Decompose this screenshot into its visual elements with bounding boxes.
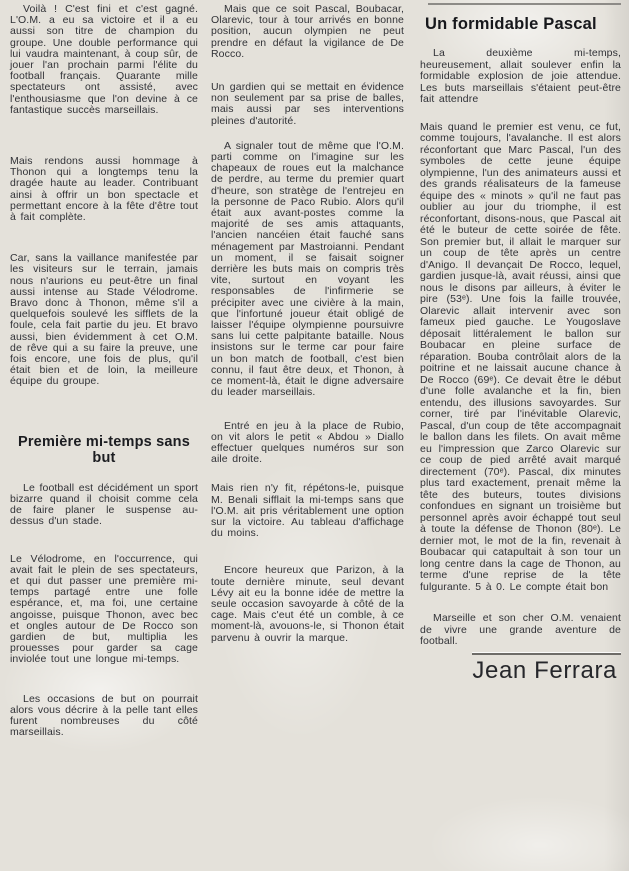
paragraph-c1-p3: Car, sans la vaillance manifestée par les visiteurs sur le terrain, jamais nous n'aurions eu peut-être un final aussi intense au Stade Vélodrome. Bravo donc à Thonon, même s'il a quelquefois soulevé les sifflets de la foule, cela fait partie du jeu. Et bravo aussi, bien évidemment à cet O.M. de rêve qui a su faire la preuve, une fois encore, une fois de plus, qu'il était bien et de loin, la meilleure équipe du groupe. bbox=[10, 252, 198, 388]
paragraph-c1-p2: Mais rendons aussi hommage à Thonon qui a longtemps tenu la dragée haute au leader. Contribuant ainsi à offrir un bon spectacle et permettant encore à la fête d'être tout à fait complète. bbox=[10, 155, 198, 224]
paragraph-c1-p5: Le Vélodrome, en l'occurrence, qui avait fait le plein de ses spectateurs, et qui dut passer une première mi-temps partagé entre une folle espérance, et, ma foi, une certaine angoisse, puisque Thonon, avec bec et ongles autour de De Rocco son gardien de but, multiplia les prouesses pour garder sa cage inviolée tout une longue mi-temps. bbox=[10, 552, 198, 666]
paragraph-c2-p4: Entré en jeu à la place de Rubio, on vit alors le petit « Abdou » Diallo effectuer quelques numéros sur son aile droite. bbox=[211, 419, 404, 466]
article-column-left bbox=[10, 0, 198, 738]
column-top-rule bbox=[428, 3, 621, 5]
subheading-first-half: Première mi-temps sans but bbox=[17, 433, 191, 467]
paragraph-c1-p1: Voilà ! C'est fini et c'est gagné. L'O.M. a eu sa victoire et il a eu aussi son titre de champion du groupe. Une double performance qui lui vaudra maintenant, à coup sûr, de jouer l'an prochain parmi l'élite du football français. Quarante mille spectateurs ont assisté, avec l'enthousiasme que l'on devine à ce fantastique succès marseillais. bbox=[10, 3, 198, 116]
paragraph-c1-p6: Les occasions de but on pourrait alors vous décrire à la pelle tant elles furent nombreuses du côté marseillais. bbox=[10, 692, 198, 739]
paragraph-c2-p6: Encore heureux que Parizon, à la toute dernière minute, seul devant Lévy ait eu la bonne idée de mettre la seule occasion savoyarde à côté de la cage. Mais c'eut été un comble, à ce moment-là, avouons-le, si Thonon était parvenu à ouvrir la marque. bbox=[211, 564, 404, 644]
paragraph-c3-p3: Marseille et son cher O.M. venaient de vivre une grande aventure de football. bbox=[420, 612, 621, 647]
paragraph-c3-p2: Mais quand le premier est venu, ce fut, comme toujours, l'avalanche. Il est alors réconfortant que Marc Pascal, l'un des symboles de cette jeune équipe olympienne, l'un des animateurs aussi et des grands réalisateurs de la fameuse équipe des « minots » qu'il ne faut pas oublier au jour du triomphe, il est réconfortant, disons-nous, que Pascal ait été le buteur de cette soirée de fête. Son premier but, il allait le marquer sur un coup de tête après un centre d'Anigo. Il devançait De Rocco, lequel, gardien jusque-là, avait réussi, ainsi que nous le disons par ailleurs, à éviter le pire (53ᵉ). Une fois la faille trouvée, Olarevic allait intervenir avec son fameux pied gauche. Le Yougoslave déposait littéralement le ballon sur Boubacar en pleine surface de réparation. Bouba contrôlait alors de la poitrine et ne laissait aucune chance à De Rocco (69ᵉ). Ce devait être le début d'une folle avalanche et la fin, bien entendu, des illusions savoyardes. Sur corner, tiré par l'inévitable Olarevic, Pascal, d'un coup de tête accompagnait le ballon dans les filets. On avait même eu l'impression que Zarco Olarevic sur ce coup de pied arrêté avait marqué directement (70ᵉ). Pascal, dix minutes plus tard exactement, prenait même la tête des buteurs, toutes divisions confondues en signant un troisième but personnel après avoir échappé tout seul à toute la défense de Thonon (80ᵉ). Le dernier mot, le mot de la fin, revenait à Boubacar qui catapultait à son tour un long centre dans la cage de Thonon, au terme d'une reprise de la tête fulgurante. 5 à 0. Le compte était bon bbox=[420, 120, 621, 593]
author-signature: Jean Ferrara bbox=[472, 656, 617, 684]
paragraph-c2-p2: Un gardien qui se mettait en évidence non seulement par sa prise de balles, mais aussi par ses interventions pleines d'autorité. bbox=[211, 81, 404, 127]
signature-rule bbox=[472, 653, 621, 655]
paragraph-c2-p3: A signaler tout de même que l'O.M. parti comme on l'imagine sur les chapeaux de roues eut la malchance de perdre, au terme du premier quart d'heure, son stratège de l'entrejeu en la personne de Paco Rubio. Alors qu'il était aux avant-postes comme la majorité de ses amis attaquants, l'ancien nancéien était fauché sans ménagement par Mastroianni. Pendant un moment, il se faisait soigner derrière les buts mais on compris très vite, surtout en voyant les responsables de l'infirmerie se précipiter avec une civière à la main, que l'infortuné joueur était obligé de laisser l'équipe olympienne poursuivre sans lui cette palpitante bataille. Nous insistons sur le terme car pour faire un bon match de football, c'est bien connu, il faut être deux, et Thonon, à ce moment-là, était le digne adversaire du leader marseillais. bbox=[211, 139, 404, 399]
paragraph-c2-p5: Mais rien n'y fit, répétons-le, puisque M. Benali sifflait la mi-temps sans que l'O.M. ait pris véritablement une option sur la victoire. Au tableau d'affichage du moins. bbox=[211, 482, 404, 540]
paragraph-c3-p1: La deuxième mi-temps, heureusement, allait soulever enfin la formidable explosion de joie attendue. Les buts marseillais s'étaient peut-être fait attendre bbox=[420, 47, 621, 105]
article-column-right bbox=[420, 0, 621, 684]
paragraph-c2-p1: Mais que ce soit Pascal, Boubacar, Olarevic, tour à tour arrivés en bonne position, aucun olympien ne peut prendre en défaut la vigilance de De Rocco. bbox=[211, 3, 404, 60]
subheading-formidable-pascal: Un formidable Pascal bbox=[425, 15, 597, 33]
paragraph-c1-p4: Le football est décidément un sport bizarre quand il choisit comme cela de faire planer le suspense au-dessus d'un stade. bbox=[10, 481, 198, 528]
article-column-middle bbox=[211, 0, 404, 644]
